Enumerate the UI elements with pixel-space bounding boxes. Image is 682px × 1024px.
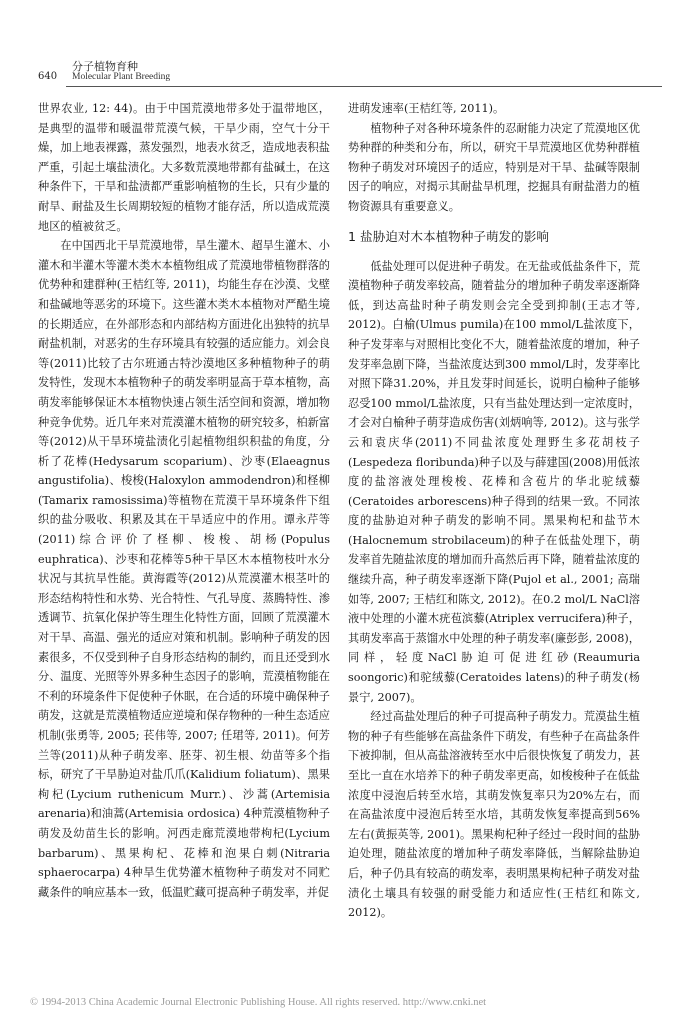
journal-title-en: Molecular Plant Breeding [72,72,171,82]
right-paragraph-3: 低盐处理可以促进种子萌发。在无盐或低盐条件下，荒漠植物种子萌发率较高，随着盐分的增加种子萌发率逐渐降低，到达高盐时种子萌发则会完全受到抑制(王志才等, 2012)。白榆(Ulmus pumila)在100 mmol/L盐浓度下，种子发芽率与对照相比变化不大，随着盐浓度的增加，种子发芽率急剧下降，当盐浓度达到300 mmol/L时，发芽率比对照下降31.20%，并且发芽时间延长，说明白榆种子能够忍受100 mmol/L盐浓度，只有当盐处理达到一定浓度时，才会对白榆种子萌芽造成伤害(刘炳响等, 2012)。这与张学云和袁庆华(2011)不同盐浓度处理野生多花胡枝子(Lespedeza floribunda)种子以及与薛建国(2008)用低浓度的盐溶液处理梭梭、花棒和含苞片的华北驼绒藜(Ceratoides arborescens)种子得到的结果一致。不同浓度的盐胁迫对种子萌发的影响不同。黑果枸杞和盐节木(Halocnemum strobilaceum)的种子在低盐处理下，萌发率首先随盐浓度的增加而升高然后再下降，随着盐浓度的继续升高，种子萌发率逐渐下降(Pujol et al., 2001; 高瑞如等, 2007; 王桔红和陈文, 2012)。在0.2 mol/L NaCl溶液中处理的小灌木疣苞滨藜(Atriplex verrucifera)种子，其萌发率高于蒸馏水中处理的种子萌发率(廉彭彭, 2008)，同样，轻度NaCl胁迫可促进红砂(Reaumuria soongoric)和驼绒藜(Ceratoides latens)的种子萌发(杨景宁, 2007)。 [348,259,640,704]
page-header [0,0,682,84]
page-number: 640 [38,71,58,82]
right-paragraph-2: 植物种子对各种环境条件的忍耐能力决定了荒漠地区优势种群的种类和分布，所以，研究干旱荒漠地区优势种群植物种子萌发对环境因子的适应，特别是对干旱、盐碱等限制因子的响应，对揭示其耐盐旱机理，挖掘具有耐盐潜力的植物资源具有重要意义。 [348,121,640,213]
left-column [38,99,330,902]
right-paragraph-4: 经过高盐处理后的种子可提高种子萌发力。荒漠盐生植物的种子有些能够在高盐条件下萌发，有些种子在高盐条件下被抑制，但从高盐溶液转至水中后很快恢复了萌发力，甚至比一直在水培养下的种子萌发率更高，如梭梭种子在低盐浓度中浸泡后转至水培，其萌发恢复率只为20%左右，而在高盐浓度中浸泡后转至水培，其萌发恢复率提高到56%左右(黄振英等, 2001)。黑果枸杞种子经过一段时间的盐胁迫处理，随盐浓度的增加种子萌发率降低，当解除盐胁迫后，种子仍具有较高的萌发率，表明黑果枸杞种子萌发对盐渍化土壤具有较强的耐受能力和适应性(王桔红和陈文, 2012)。 [348,710,640,920]
right-column [348,99,640,923]
right-paragraph-1: 进萌发速率(王桔红等, 2011)。 [348,102,505,115]
header-rule [66,86,662,87]
left-paragraph-1: 世界农业, 12: 44)。由于中国荒漠地带多处于温带地区，是典型的温带和暖温带荒漠气候，干旱少雨，空气十分干燥，加上地表裸露，蒸发强烈，地表水贫乏，造成地表积盐严重，引起土壤盐渍化。大多数荒漠地带都有盐碱土，在这种条件下，干旱和盐渍都严重影响植物的生长，只有少量的耐旱、耐盐及生长周期较短的植物才能存活，所以造成荒漠地区的植被贫乏。 [38,102,330,233]
section-title: 1 盐胁迫对木本植物种子萌发的影响 [348,228,549,244]
copyright-footer: © 1994-2013 China Academic Journal Electronic Publishing House. All rights reserved. http://www.cnki.net [30,997,487,1008]
left-paragraph-2: 在中国西北干旱荒漠地带，旱生灌木、超旱生灌木、小灌木和半灌木等灌木类木本植物组成了荒漠地带植物群落的优势种和建群种(王桔红等, 2011)，均能生存在沙漠、戈壁和盐碱地等恶劣的环境下。这些灌木类木本植物对严酷生境的长期适应，在外部形态和内部结构方面进化出独特的抗旱耐盐机制，对恶劣的生存环境具有较强的适应能力。刘会良等(2011)比较了古尔班通古特沙漠地区多种植物种子的萌发特性，发现木本植物种子的萌发率明显高于草本植物，高萌发率能够保证木本植物快速占领生活空间和资源，增加物种竞争优势。近几年来对荒漠灌木植物的研究较多，柏新富等(2012)从干旱环境盐渍化引起植物组织积盐的角度，分析了花棒(Hedysarum scoparium)、沙枣(Elaeagnus angustifolia)、梭梭(Haloxylon ammodendron)和柽柳(Tamarix ramosissima)等植物在荒漠干旱环境条件下组织的盐分吸收、积累及其在干旱适应中的作用。谭永芹等(2011)综合评价了柽柳、梭梭、胡杨(Populus euphratica)、沙枣和花棒等5种干旱区木本植物枝叶水分状况与其抗旱性能。黄海霞等(2012)从荒漠灌木根茎叶的形态结构特性和水势、光合特性、气孔导度、蒸腾特性、渗透调节、抗氧化保护等生理生化特性方面，回顾了荒漠灌木对干旱、高温、强光的适应对策和机制。影响种子萌发的因素很多，不仅受到种子自身形态结构的制约，而且还受到水分、温度、光照等外界多种生态因子的影响，荒漠植物能在不利的环境条件下促使种子休眠，在合适的环境中确保种子萌发，这就是荒漠植物适应逆境和保存物种的一种生态适应机制(张勇等, 2005; 苌伟等, 2007; 任珺等, 2011)。何芳兰等(2011)从种子萌发率、胚芽、初生根、幼苗等多个指标，研究了干旱胁迫对盐爪爪(Kalidium foliatum)、黑果枸杞(Lycium ruthenicum Murr.)、沙蒿(Artemisia arenaria)和油蒿(Artemisia ordosica) 4种荒漠植物种子萌发及幼苗生长的影响。河西走廊荒漠地带枸杞(Lycium barbarum)、黑果枸杞、花棒和泡果白刺(Nitraria sphaerocarpa) 4种旱生优势灌木植物种子萌发对不同贮藏条件的响应基本一致，低温贮藏可提高种子萌发率，并促 [38,239,330,899]
journal-title-cn: 分子植物育种 [72,60,138,73]
